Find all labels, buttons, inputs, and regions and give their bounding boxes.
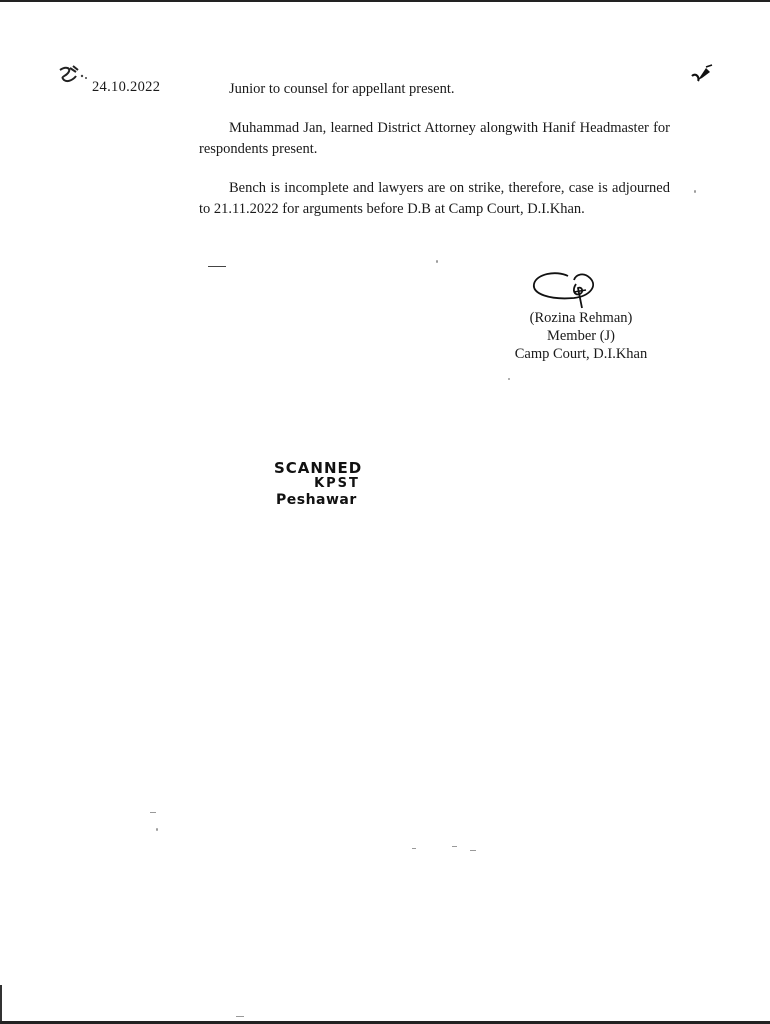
page-top-border	[0, 0, 770, 2]
scan-speck	[412, 848, 416, 849]
signature-block	[496, 309, 666, 363]
order-paragraph-3: Bench is incomplete and lawyers are on strike, therefore, case is adjourned to 21.11.2022 for arguments before D.B at Camp Court, D.I.Khan.	[199, 180, 670, 217]
order-paragraph-2: Muhammad Jan, learned District Attorney alongwith Hanif Headmaster for respondents present.	[199, 120, 670, 157]
signatory-name: (Rozina Rehman)	[529, 310, 633, 326]
signatory-designation: Member (J)	[546, 328, 616, 344]
signatory-location: Camp Court, D.I.Khan	[514, 346, 648, 362]
scanned-stamp	[272, 460, 402, 508]
handwritten-tick-icon	[688, 62, 716, 84]
order-body	[199, 79, 670, 238]
scan-speck	[470, 850, 476, 851]
page-left-edge	[0, 985, 2, 1024]
separator-dash	[208, 266, 226, 267]
scan-speck	[452, 846, 457, 847]
handwritten-mark-icon	[56, 64, 90, 90]
order-paragraph-1: Junior to counsel for appellant present.	[229, 81, 455, 97]
stamp-line-1: SCANNED	[274, 459, 363, 477]
stamp-line-2: KPST	[314, 476, 360, 491]
scan-speck	[150, 812, 156, 813]
scan-speck	[436, 260, 438, 263]
scan-speck	[508, 378, 510, 380]
scan-speck	[694, 190, 696, 193]
order-date: 24.10.2022	[92, 79, 161, 95]
scan-speck	[236, 1016, 244, 1017]
scan-speck	[156, 828, 158, 831]
signature-icon	[528, 268, 600, 310]
stamp-line-3: Peshawar	[276, 492, 357, 508]
